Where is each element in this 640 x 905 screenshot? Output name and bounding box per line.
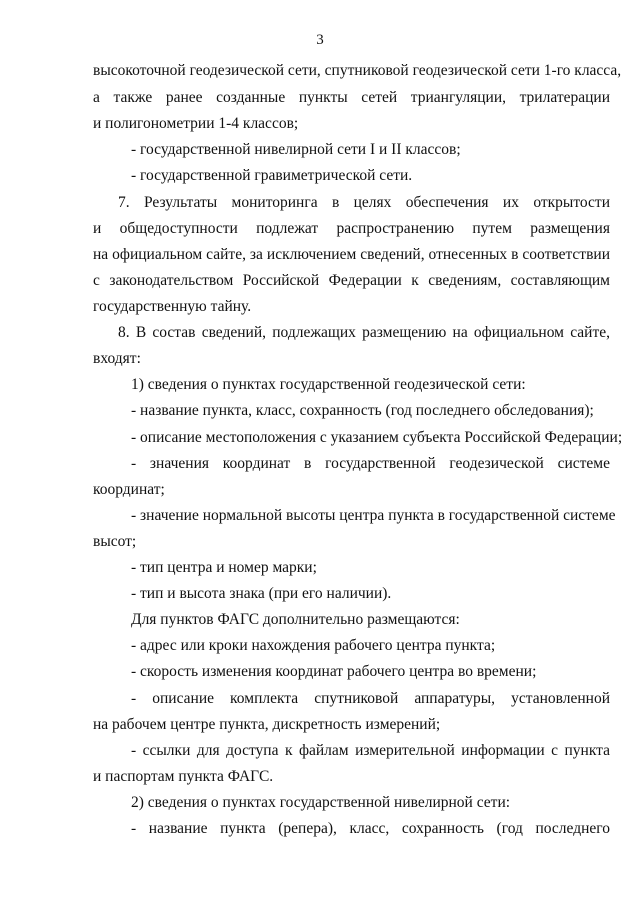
text-line: координат; <box>93 481 165 498</box>
text-line: а также ранее созданные пункты сетей триангуляции, трилатерации <box>93 89 610 106</box>
text-line: 1) сведения о пунктах государственной геодезической сети: <box>131 376 526 393</box>
text-line: - описание местоположения с указанием субъекта Российской Федерации; <box>131 429 623 446</box>
text-line: - государственной нивелирной сети I и II классов; <box>131 141 461 158</box>
text-line: Для пунктов ФАГС дополнительно размещаются: <box>131 611 460 628</box>
text-line: - название пункта (репера), класс, сохранность (год последнего <box>131 820 610 837</box>
text-line: на официальном сайте, за исключением сведений, отнесенных в соответствии <box>93 246 610 263</box>
text-line: и паспортам пункта ФАГС. <box>93 768 274 785</box>
text-line: 8. В состав сведений, подлежащих размещению на официальном сайте, <box>118 324 610 341</box>
text-line: входят: <box>93 350 141 367</box>
text-line: - значения координат в государственной геодезической системе <box>131 455 610 472</box>
text-line: государственную тайну. <box>93 298 252 315</box>
text-line: высот; <box>93 533 137 550</box>
text-line: и общедоступности подлежат распространению путем размещения <box>93 220 610 237</box>
text-line: - описание комплекта спутниковой аппаратуры, установленной <box>131 690 610 707</box>
text-line: - адрес или кроки нахождения рабочего центра пункта; <box>131 637 496 654</box>
text-line: и полигонометрии 1-4 классов; <box>93 115 299 132</box>
text-line: - тип центра и номер марки; <box>131 559 317 576</box>
text-line: 7. Результаты мониторинга в целях обеспечения их открытости <box>118 194 610 211</box>
text-line: - значение нормальной высоты центра пункта в государственной системе <box>131 507 616 524</box>
text-line: - тип и высота знака (при его наличии). <box>131 585 392 602</box>
text-line: - скорость изменения координат рабочего центра во времени; <box>131 663 537 680</box>
text-line: - государственной гравиметрической сети. <box>131 167 413 184</box>
page-number: 3 <box>316 32 324 48</box>
text-line: на рабочем центре пункта, дискретность измерений; <box>93 716 441 733</box>
text-line: с законодательством Российской Федерации к сведениям, составляющим <box>93 272 610 289</box>
text-line: - название пункта, класс, сохранность (год последнего обследования); <box>131 402 594 419</box>
text-line: высокоточной геодезической сети, спутниковой геодезической сети 1-го класса, <box>93 62 622 79</box>
text-line: - ссылки для доступа к файлам измерительной информации с пункта <box>131 742 610 759</box>
text-line: 2) сведения о пунктах государственной нивелирной сети: <box>131 794 511 811</box>
